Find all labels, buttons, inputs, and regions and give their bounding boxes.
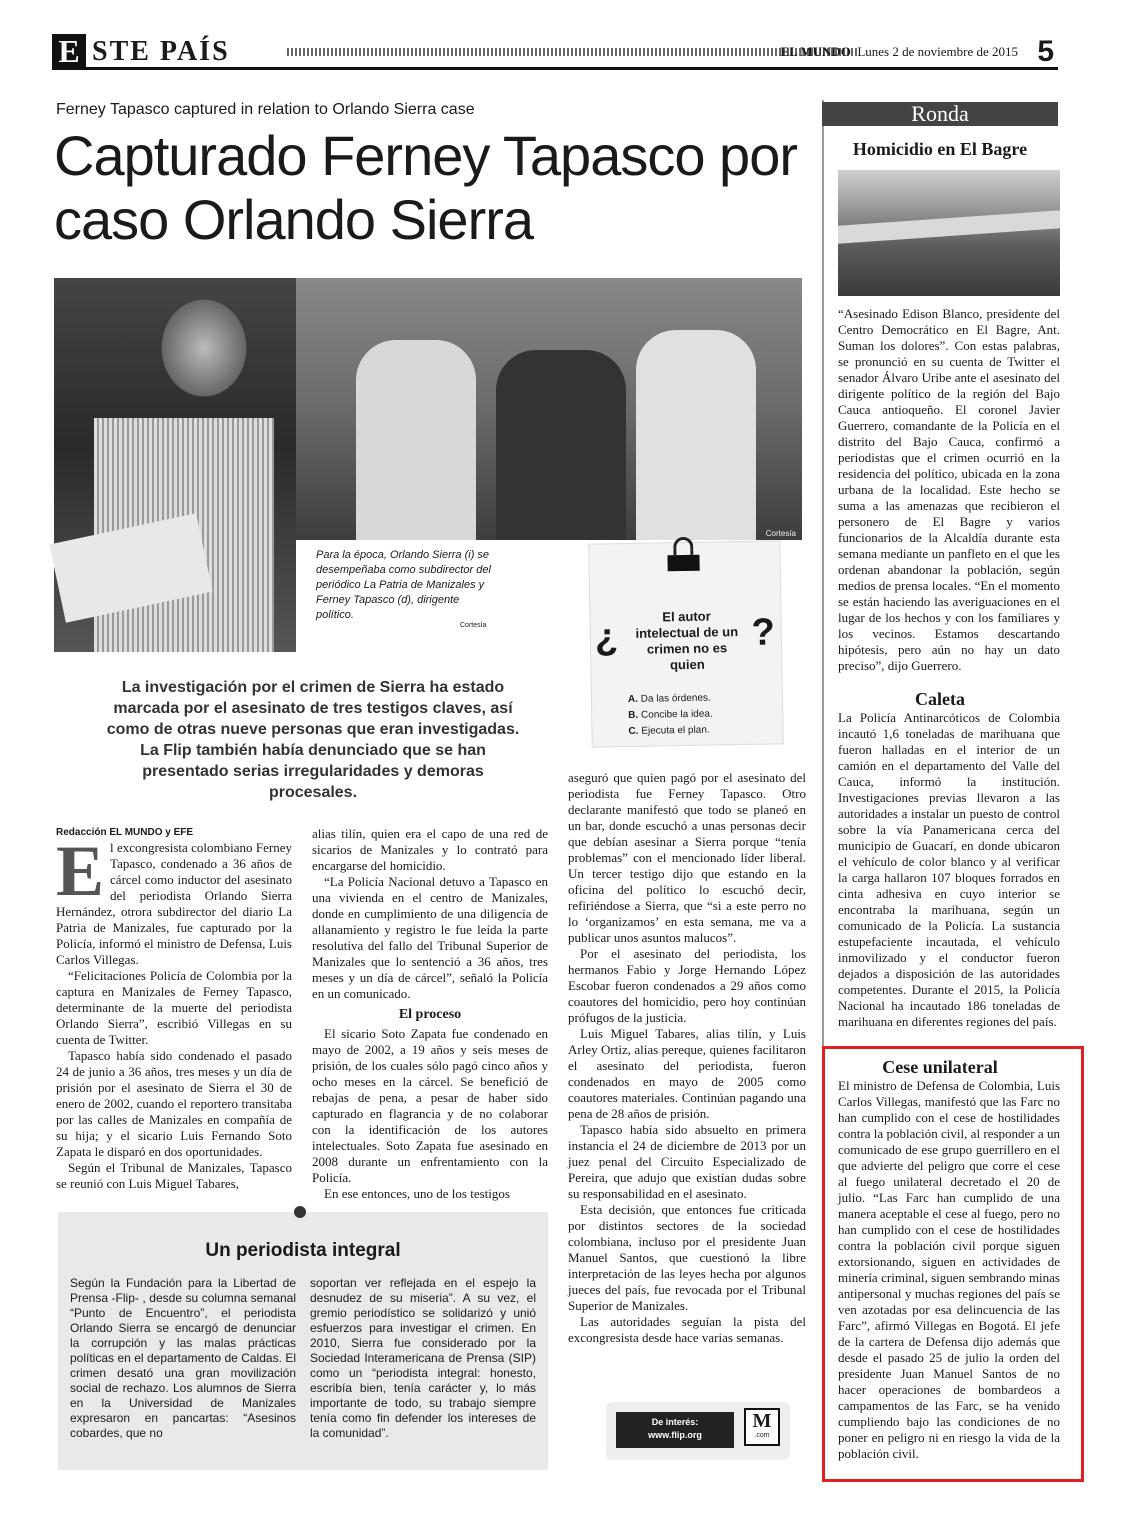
paragraph: “Felicitaciones Policía de Colombia por la captura en Manizales de Ferney Tapasco, determinante de la muerte del periodista Orlando Sierra”, escribió Villegas en su cuenta de Twitter. <box>56 968 292 1047</box>
quiz-options <box>628 691 713 740</box>
quiz-card <box>588 540 784 747</box>
article-column-1 <box>56 826 292 1192</box>
article-column-3 <box>568 770 806 1346</box>
paragraph: El sicario Soto Zapata fue condenado en mayo de 2002, a 19 años y seis meses de prisión, de los cuales sólo pagó cinco años y ocho meses en la cárcel. Se benefició de rebajas de pena, a pesar de haber sido capturado en flagrancia y de no colaborar con la identificación de los autores intelectuales. Soto Zapata fue asesinado en 2008 durante un enfrentamiento con la Policía. <box>312 1026 548 1185</box>
sidebar-periodista-integral <box>58 1212 548 1470</box>
publication-name: EL MUNDO <box>780 44 851 59</box>
paragraph: alias tilín, quien era el capo de una red de sicarios de Manizales y lo contrató para encargarse del homicidio. <box>312 826 548 873</box>
rail-head-bagre: Homicidio en El Bagre <box>852 139 1028 159</box>
paragraph: Tapasco había sido condenado el pasado 24 de junio a 36 años, tres meses y un día de prisión por el asesinato de Sierra el 30 de enero de 2002, cuando el reportero transitaba por las calles de Manizales en compañía de su hija; y el sicario Luis Fernando Soto Zapata le disparó en dos oportunidades. <box>56 1048 292 1159</box>
binder-clip-icon <box>667 537 700 572</box>
el-mundo-logo-icon: M .com <box>744 1408 780 1446</box>
rail-section-ronda: Ronda <box>822 102 1058 126</box>
quiz-title: El autor intelectual de un crimen no es quien <box>635 608 739 673</box>
photo-caption: Para la época, Orlando Sierra (i) se desempeñaba como subdirector del periódico La Patria de Manizales y Ferney Tapasco (d), dirigente político. <box>316 549 491 621</box>
rail-text-bagre: “Asesinado Edison Blanco, presidente del Centro Democrático en El Bagre, Ant. Suman los dolores”. Con estas palabras, se pronunció en su cuenta de Twitter el senador Álvaro Uribe ante el asesinato del dirigente político de la región del Bajo Cauca antioqueño. El coronel Javier Guerrero, comandante de la Policía en el distrito del Bajo Cauca, confirmó a periodistas que el crimen ocurrió en la residencia del político, ubicada en la zona urbana de la localidad. Este hecho se suma a las amenazas que recibieron el personero de El Bagre y varios funcionarios de la Alcaldía durante esta semana mediante un panfleto en el que les ordenan abandonar la población, según medios de prensa locales. “En el momento se están haciendo las averiguaciones en el lugar de los hechos y con los familiares y los vecinos. Estamos descartando hipótesis, pero aún no hay un dato preciso”, dijo Guerrero. <box>838 306 1060 673</box>
rail-text-caleta: La Policía Antinarcóticos de Colombia incautó 1,6 toneladas de marihuana que fueron halladas en el interior de un camión en el departamento del Valle del Cauca, informó la institución. Investigaciones previas llevaron a las autoridades a instalar un puesto de control sobre la vía Panamericana cerca del municipio de Guacarí, en donde ubicaron el vehículo de color blanco y al verificar la carga hallaron 107 bloques forrados en cinta adhesiva en cuyo interior se encontraba la marihuana, según un comunicado de la Policía. La sustancia estupefaciente incautada, el vehículo inmovilizado y el conductor fueron dejados a disposición de las autoridades competentes. Durante el 2015, la Policía Nacional ha incautado 186 toneladas de marihuana en diferentes regiones del país. <box>838 710 1060 1029</box>
section-name: STE PAÍS <box>92 36 230 67</box>
section-initial: E <box>52 34 86 68</box>
promo-label: De interés: <box>651 1417 699 1427</box>
article-kicker: Ferney Tapasco captured in relation to Orlando Sierra case <box>56 101 475 118</box>
paragraph: Tapasco había sido absuelto en primera instancia el 24 de diciembre de 2013 por un juez penal del Circuito Especializado de Pereira, que adujo que existían dudas sobre su responsabilidad en el asesinato. <box>568 1122 806 1201</box>
paragraph: aseguró que quien pagó por el asesinato del periodista fue Ferney Tapasco. Otro declarante manifestó que todo se planeó en un bar, donde escuchó a unas personas decir que debían asesinar a Sierra porque “tenía problemas” con el mencionado líder liberal. Un tercer testigo dijo que estando en la oficina del político lo escuchó decir, refiriéndose a Sierra, que “si a este perro no lo ‘organizamos’ en esta semana, me va a publicar unos asuntos malucos”. <box>568 770 806 945</box>
quiz-option: A. Da las órdenes. <box>627 692 711 706</box>
photo-orlando-sierra <box>54 278 296 652</box>
photo-ferney-tapasco-capture <box>296 278 802 540</box>
photo-credit: Cortesía <box>765 529 796 538</box>
paragraph: En ese entonces, uno de los testigos <box>324 1186 510 1201</box>
article-headline: Capturado Ferney Tapasco por caso Orlando Sierra <box>54 124 797 251</box>
paragraph: Las autoridades seguían la pista del excongresista desde hace varias semanas. <box>568 1314 806 1345</box>
byline: Redacción EL MUNDO y EFE <box>56 827 194 838</box>
web-promo <box>606 1402 790 1460</box>
subhead-el-proceso: El proceso <box>398 1007 462 1022</box>
article-deck: La investigación por el crimen de Sierra ha estado marcada por el asesinato de tres testigos claves, así como de otras nueve personas que eran investigadas. La Flip también había denunciado que se han presentado serias irregularidades y demoras procesales. <box>106 679 520 801</box>
photo-figure-center <box>496 350 626 540</box>
photo-el-bagre <box>838 170 1060 296</box>
paragraph: Según el Tribunal de Manizales, Tapasco se reunió con Luis Miguel Tabares, <box>56 1160 292 1191</box>
quiz-option: C. Ejecuta el plan. <box>628 724 710 738</box>
drop-cap: E <box>56 831 105 911</box>
photo-figure-right <box>636 330 756 540</box>
paragraph: “La Policía Nacional detuvo a Tapasco en una vivienda en el centro de Manizales, donde en cumplimiento de una diligencia de allanamiento y registro le fue leída la parte resolutiva del fallo del Tribunal Superior de Manizales que lo sentenció a 36 años, tres meses y un día de cárcel”, señaló la Policía en un comunicado. <box>312 874 548 1001</box>
question-mark-close: ? <box>751 611 776 654</box>
paragraph: Por el asesinato del periodista, los hermanos Fabio y Jorge Hernando López Escobar fueron condenados a 29 años como coautores del homicidio, pero hoy continúan prófugos de la justicia. <box>568 946 806 1025</box>
paragraph: El excongresista colombiano Ferney Tapasco, condenado a 36 años de cárcel como inductor del asesinato del periodista Orlando Sierra Hernández, otrora subdirector del diario La Patria de Manizales, fue capturado por la Policía, informó el ministro de Defensa, Luis Carlos Villegas. <box>56 831 292 967</box>
sidebar-title: Un periodista integral <box>205 1240 401 1261</box>
rail-text-cese: El ministro de Defensa de Colombia, Luis Carlos Villegas, manifestó que las Farc no han cumplido con el cese de hostilidades contra la población civil, al responder a un comunicado de ese grupo guerrillero en el que advierte del peligro que corre el cese al fuego unilateral decretado el 20 de julio. “Las Farc han cumplido de una manera aceptable el cese al fuego, pero no han cumplido con el cese de hostilidades contra la población civil porque siguen extorsionando, siguen en actividades de minería criminal, siguen sembrando minas antipersonal y muchas regiones del país se ven azotadas por esa delincuencia de las Farc”, afirmó Villegas en Bogotá. El jefe de la cartera de Defensa dijo además que desde el pasado 25 de julio la orden del presidente Juan Manuel Santos de no hacer operaciones de bombardeos a campamentos de las Farc, se ha venido cumpliendo bajo las condiciones de no poner en peligro ni en riesgo la vida de la población civil. <box>838 1078 1060 1461</box>
photo-river-detail <box>838 210 1060 244</box>
publication-date-line <box>780 44 1018 60</box>
header-rule <box>287 48 857 56</box>
pushpin-icon <box>294 1206 306 1218</box>
masthead <box>52 34 1058 70</box>
caption-credit: Cortesía <box>460 622 487 629</box>
page-number: 5 <box>1037 35 1054 68</box>
rail-head-caleta: Caleta <box>915 689 965 709</box>
issue-date: Lunes 2 de noviembre de 2015 <box>857 44 1018 59</box>
quiz-option: B. Concibe la idea. <box>628 708 713 722</box>
paragraph: Esta decisión, que entonces fue criticada por distintos sectores de la sociedad colombiana, incluso por el presidente Juan Manuel Santos, que cuestionó la libre interpretación de las leyes hecha por algunos jueces del país, fue revocada por el Tribunal Superior de Manizales. <box>568 1202 806 1313</box>
sidebar-text-right: soportan ver reflejada en el espejo la desnudez de su miseria”. A su vez, el gremio periodístico se solidarizó y unió esfuerzos para investigar el crimen. En 2010, Sierra fue considerado por la Sociedad Interamericana de Prensa (SIP) como un “periodista integral: honesto, escribía bien, tenía carácter y, lo más importante de todo, su trabajo siempre tenía como fin defender los intereses de la comunidad”. <box>310 1276 536 1440</box>
sidebar-text-left: Según la Fundación para la Libertad de Prensa -Flip- , desde su columna semanal “Punto de Encuentro”, el periodista Orlando Sierra se encargó de denunciar la corrupción y las malas prácticas políticas en el departamento de Caldas. El crimen desató una gran movilización social de rechazo. Los alumnos de Sierra en la Universidad de Manizales expresaron en pancartas: “Asesinos cobardes, que no <box>70 1276 296 1440</box>
question-mark-open: ¿ <box>594 616 619 659</box>
promo-label-box <box>616 1412 734 1448</box>
photo-figure-left <box>356 340 476 540</box>
rail-head-cese: Cese unilateral <box>882 1057 998 1077</box>
paragraph: Luis Miguel Tabares, alias tilín, y Luis Arley Ortiz, alias pereque, quienes facilitaron el asesinato del periodista, fueron condenados en mayo de 2005 como coautores materiales. Continúan pagando una pena de 28 años de prisión. <box>568 1026 806 1121</box>
promo-url[interactable]: www.flip.org <box>648 1430 702 1440</box>
article-column-2 <box>312 826 548 1202</box>
